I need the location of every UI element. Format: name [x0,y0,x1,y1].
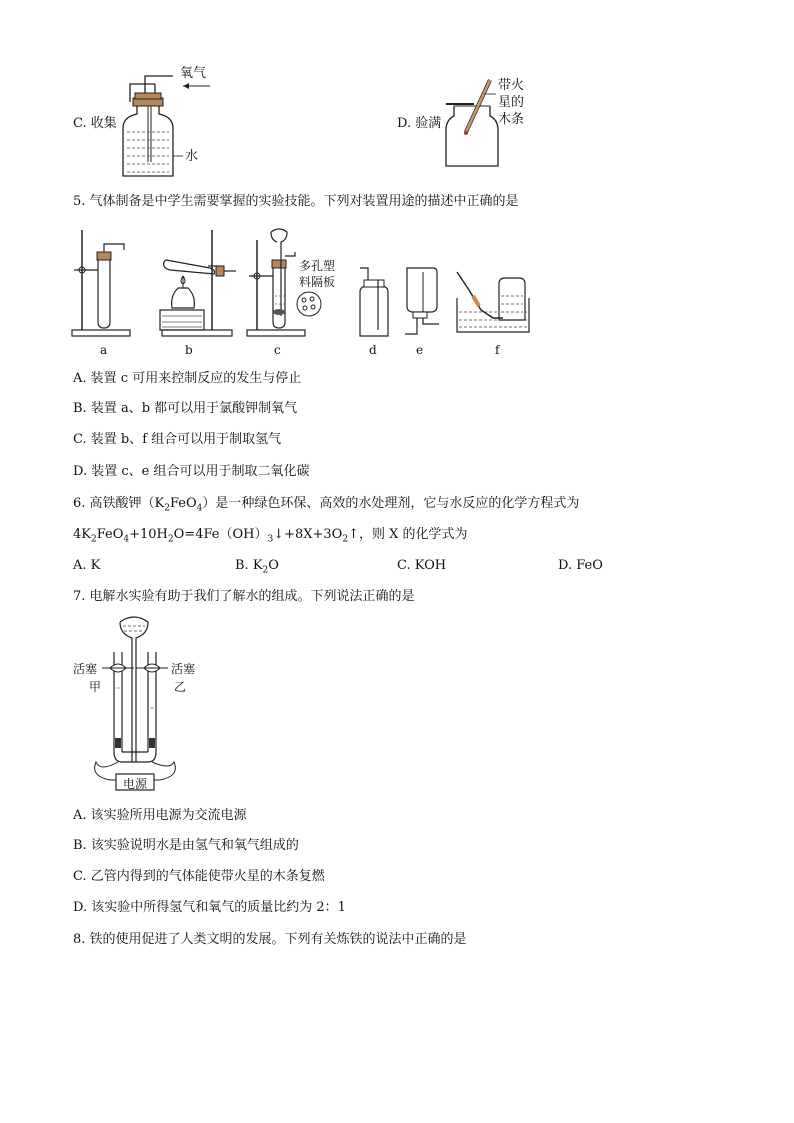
apparatus-label-e: e [416,343,424,357]
q6-option-c: C. KOH [397,558,447,573]
q6-option-d: D. FeO [558,558,603,573]
option-d-full-test: D. 验满 [397,116,442,131]
q5-option-c: C. 装置 b、f 组合可以用于制取氢气 [73,432,282,447]
q7-option-a: A. 该实验所用电源为交流电源 [73,808,247,823]
q6-option-a: A. K [73,558,101,573]
option-c-collect: C. 收集 [73,116,117,131]
label-porous-plate-2: 料隔板 [299,275,336,289]
apparatus-a [68,226,138,341]
apparatus-label-a: a [100,343,108,357]
q7-option-d: D. 该实验中所得氢气和氧气的质量比约为 2：1 [73,900,346,915]
gas-collection-bottle-figure [115,62,225,182]
apparatus-label-f: f [495,343,500,357]
label-splint-2: 星的 [498,95,525,110]
apparatus-e [399,262,444,342]
apparatus-label-b: b [185,343,193,357]
label-oxygen: 氧气 [180,66,207,81]
label-power-supply: 电源 [123,777,148,791]
apparatus-d [354,262,394,342]
q5-option-a: A. 装置 c 可用来控制反应的发生与停止 [73,371,302,386]
question-7-stem: 7. 电解水实验有助于我们了解水的组成。下列说法正确的是 [73,589,415,604]
label-tube-yi: 乙 [174,680,187,694]
question-5-stem: 5. 气体制备是中学生需要掌握的实验技能。下列对装置用途的描述中正确的是 [73,194,519,209]
label-splint-1: 带火 [498,78,525,93]
apparatus-b [150,226,240,341]
label-porous-plate-1: 多孔塑 [299,259,336,273]
electrolysis-apparatus-figure [90,612,210,792]
apparatus-label-c: c [274,343,281,357]
q5-option-b: B. 装置 a、b 都可以用于氯酸钾制氧气 [73,401,298,416]
q6-option-b: B. $K_2O$ [235,558,279,576]
q5-option-d: D. 装置 c、e 组合可以用于制取二氧化碳 [73,464,310,479]
label-splint-3: 木条 [498,112,525,127]
apparatus-f [455,264,535,344]
q7-option-c: C. 乙管内得到的气体能使带火星的木条复燃 [73,869,325,884]
apparatus-label-d: d [369,343,377,357]
label-stopcock-right: 活塞 [171,662,196,676]
porous-plate-icon [295,290,325,320]
question-6-equation: $4K_2FeO_4+10H_2O=4Fe(OH)_3↓+8X+3O_2↑$，则 X 的化学式为 [73,527,468,545]
question-6-stem: 6. 高铁酸钾$(K_2FeO_4)$是一种绿色环保、高效的水处理剂，它与水反应的化学方程式为 [73,496,580,514]
question-8-stem: 8. 铁的使用促进了人类文明的发展。下列有关炼铁的说法中正确的是 [73,932,467,947]
q7-option-b: B. 该实验说明水是由氢气和氧气组成的 [73,838,299,853]
label-water: 水 [185,149,199,164]
label-stopcock-left: 活塞 [73,662,98,676]
label-tube-jia: 甲 [89,680,102,694]
